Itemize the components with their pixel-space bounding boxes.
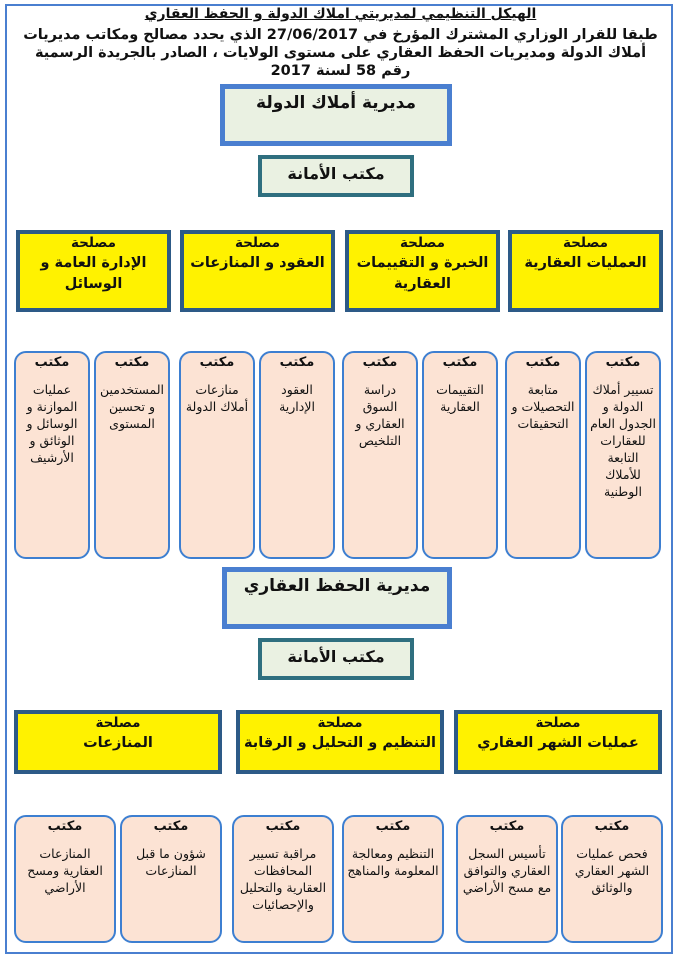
sp-office-8: مكتب عمليات الموازنة و الوسائل و الوثائق و الأرشيف [14,351,90,559]
sp-office-1: مكتب تسيير أملاك الدولة و الجدول العام للعقارات التابعة للأملاك الوطنية [585,351,661,559]
state-property-directorate: مديرية أملاك الدولة [220,84,452,146]
lr-office-6: مكتب المنازعات العقارية ومسح الأراضي [14,815,116,943]
sp-office-6: مكتب منازعات أملاك الدولة [179,351,255,559]
land-registry-directorate: مديرية الحفظ العقاري [222,567,452,629]
sp-service-administration: مصلحة الإدارة العامة و الوسائل [16,230,171,312]
lr-office-3: مكتب التنظيم ومعالجة المعلومة والمناهج [342,815,444,943]
lr-service-organisation: مصلحة التنظيم و التحليل و الرقابة [236,710,444,774]
lr-office-2: مكتب تأسيس السجل العقاري والتوافق مع مسح الأراضي [456,815,558,943]
intro-text: طبقا للقرار الوزاري المشترك المؤرخ في 27/06/2017 الذي يحدد مصالح ومكاتب مديريات أملاك الدولة ومديريات الحفظ العقاري على مستوى الولايات ، الصادر بالجريدة الرسمية رقم 58 لسنة 2017 [23,27,658,79]
lr-office-4: مكتب مراقبة تسيير المحافظات العقارية والتحليل والإحصائيات [232,815,334,943]
sp-service-operations: مصلحة العمليات العقارية [508,230,663,312]
lr-office-5: مكتب شؤون ما قبل المنازعات [120,815,222,943]
sp-service-expertise: مصلحة الخبرة و التقييمات العقارية [345,230,500,312]
sp-office-5: مكتب العقود الإدارية [259,351,335,559]
lr-office-1: مكتب فحص عمليات الشهر العقاري والوثائق [561,815,663,943]
sp-office-3: مكتب التقييمات العقارية [422,351,498,559]
sp-service-contracts: مصلحة العقود و المنازعات [180,230,335,312]
sp-office-4: مكتب دراسة السوق العقاري و التلخيص [342,351,418,559]
lr-service-disputes: مصلحة المنازعات [14,710,222,774]
land-registry-secretariat: مكتب الأمانة [258,638,414,680]
lr-service-publication: مصلحة عمليات الشهر العقاري [454,710,662,774]
page-title: الهيكل التنظيمي لمديريتي املاك الدولة و الحفظ العقاري [144,6,537,22]
state-property-secretariat: مكتب الأمانة [258,155,414,197]
sp-office-7: مكتب المستخدمين و تحسين المستوى [94,351,170,559]
sp-office-2: مكتب متابعة التحصيلات و التحقيقات [505,351,581,559]
